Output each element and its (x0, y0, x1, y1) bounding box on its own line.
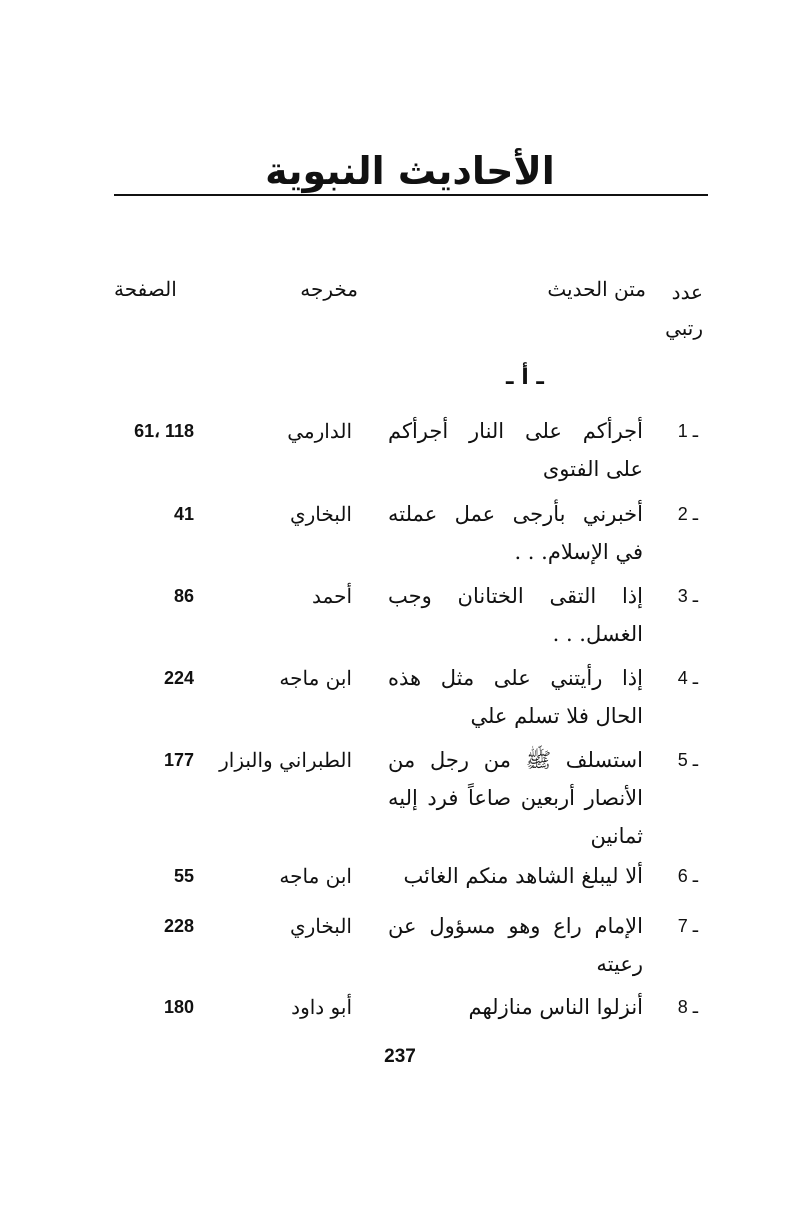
row-number: 2 ـ (677, 504, 698, 524)
hadith-text: إذا التقى الختانان وجب الغسل. . . (388, 584, 643, 646)
hadith-text: ألا ليبلغ الشاهد منكم الغائب (403, 864, 643, 888)
hadith-text: أجرأكم على النار أجرأكم على الفتوى (388, 419, 643, 481)
page-number: 237 (384, 1046, 416, 1067)
hadith-source: أبو داود (291, 995, 352, 1019)
header-number: عدد رتبي (665, 280, 703, 340)
hadith-source: الطبراني والبزار (219, 748, 352, 772)
hadith-source: ابن ماجه (279, 666, 352, 690)
row-number: 1 ـ (677, 421, 698, 441)
row-number: 7 ـ (677, 916, 698, 936)
title-underline (114, 194, 708, 196)
header-source: مخرجه (300, 277, 358, 301)
page-reference: 55 (173, 866, 194, 886)
page-reference: 177 (163, 750, 194, 770)
hadith-source: ابن ماجه (279, 864, 352, 888)
hadith-text: أنزلوا الناس منازلهم (468, 995, 643, 1019)
row-number: 6 ـ (677, 866, 698, 886)
hadith-source: البخاري (289, 502, 352, 526)
hadith-text: استسلف ﷺ من رجل من الأنصار أربعين صاعاً فرد إليه ثمانين (388, 748, 643, 848)
page-reference: 180 (163, 997, 194, 1017)
hadith-source: أحمد (312, 584, 352, 608)
row-number: 4 ـ (677, 668, 698, 688)
section-letter: ـ أ ـ (506, 365, 544, 390)
header-hadith-text: متن الحديث (547, 277, 646, 301)
page-title: الأحاديث النبوية (265, 149, 555, 193)
hadith-source: البخاري (289, 914, 352, 938)
header-page: الصفحة (114, 277, 177, 301)
hadith-text: الإمام راع وهو مسؤول عن رعيته (388, 914, 643, 976)
page-reference: 224 (163, 668, 194, 688)
hadith-source: الدارمي (287, 419, 352, 443)
hadith-text: أخبرني بأرجى عمل عملته في الإسلام. . . (388, 502, 643, 564)
row-number: 5 ـ (677, 750, 698, 770)
row-number: 3 ـ (677, 586, 698, 606)
page-reference: 41 (173, 504, 194, 524)
page-reference: 61، 118 (134, 421, 194, 441)
page-reference: 86 (173, 586, 194, 606)
row-number: 8 ـ (677, 997, 698, 1017)
hadith-text: إذا رأيتني على مثل هذه الحال فلا تسلم علي (388, 666, 643, 728)
page-reference: 228 (163, 916, 194, 936)
